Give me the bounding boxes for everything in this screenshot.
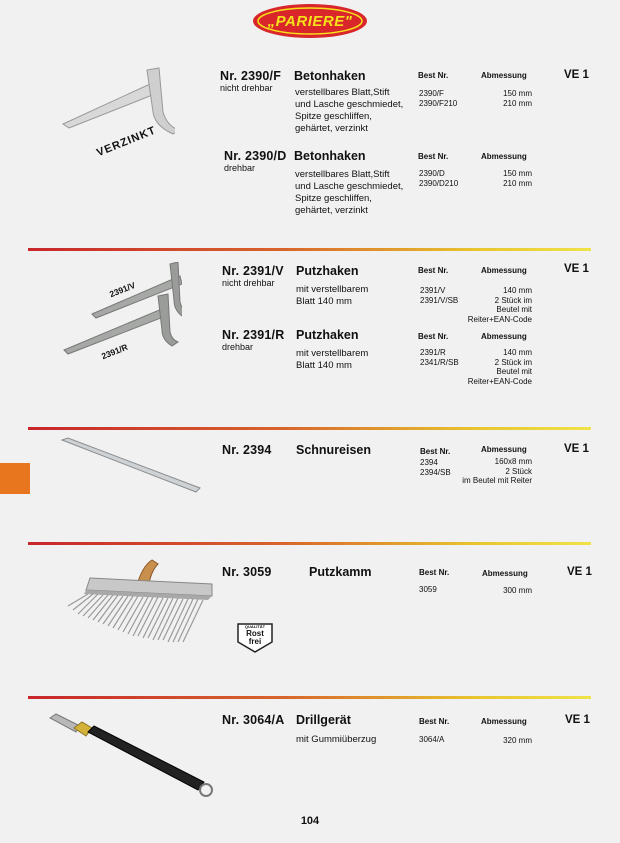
order-codes: 2390/D 2390/D210 bbox=[419, 169, 459, 188]
best-nr-header: Best Nr. bbox=[419, 717, 450, 726]
abmessung-header: Abmessung bbox=[481, 332, 527, 341]
product-sub: nicht drehbar bbox=[222, 278, 275, 288]
putzkamm-image bbox=[62, 556, 222, 646]
abmessung-header: Abmessung bbox=[482, 569, 528, 578]
label-2391v: 2391/V bbox=[108, 279, 137, 300]
abmessung-header: Abmessung bbox=[481, 445, 527, 454]
ve-label: VE 1 bbox=[567, 566, 592, 578]
betonhaken-image bbox=[55, 62, 175, 142]
best-nr-header: Best Nr. bbox=[420, 447, 451, 456]
section-divider bbox=[28, 427, 591, 430]
ve-label: VE 1 bbox=[564, 443, 589, 455]
product-name: Putzhaken bbox=[296, 328, 359, 342]
product-nr: Nr. 2394 bbox=[222, 443, 272, 457]
product-sub: drehbar bbox=[222, 342, 254, 352]
product-nr: Nr. 2390/D bbox=[224, 149, 287, 163]
verzinkt-label: VERZINKT bbox=[95, 124, 158, 160]
section-divider bbox=[28, 696, 591, 699]
best-nr-header: Best Nr. bbox=[419, 568, 450, 577]
order-codes: 2390/F 2390/F210 bbox=[419, 89, 458, 108]
brand-logo bbox=[252, 3, 368, 39]
dimensions: 150 mm 210 mm bbox=[503, 89, 532, 108]
dimensions: 140 mm 2 Stück im Beutel mit Reiter+EAN-Code bbox=[467, 348, 532, 386]
abmessung-header: Abmessung bbox=[481, 717, 527, 726]
section-divider bbox=[28, 542, 591, 545]
product-desc: verstellbares Blatt,Stift und Lasche geschmiedet, Spitze geschliffen, gehärtet, verzinkt bbox=[295, 87, 404, 134]
product-desc: mit verstellbarem Blatt 140 mm bbox=[296, 348, 369, 371]
abmessung-header: Abmessung bbox=[481, 71, 527, 80]
product-nr: Nr. 3064/A bbox=[222, 713, 285, 727]
product-sub: nicht drehbar bbox=[220, 83, 273, 93]
dimensions: 160x8 mm 2 Stück bbox=[494, 457, 532, 476]
abmessung-header: Abmessung bbox=[481, 152, 527, 161]
product-sub: drehbar bbox=[224, 163, 256, 173]
product-nr: Nr. 3059 bbox=[222, 565, 272, 579]
product-desc: mit verstellbarem Blatt 140 mm bbox=[296, 284, 369, 307]
order-codes: 2391/R 2341/R/SB bbox=[420, 348, 459, 367]
best-nr-header: Best Nr. bbox=[418, 152, 449, 161]
dimensions: 150 mm 210 mm bbox=[503, 169, 532, 188]
product-name: Betonhaken bbox=[294, 149, 366, 163]
order-codes: 2391/V 2391/V/SB bbox=[420, 286, 459, 305]
order-codes: 3064/A bbox=[419, 735, 445, 744]
product-nr: Nr. 2391/R bbox=[222, 328, 285, 342]
label-2391r: 2391/R bbox=[100, 341, 130, 362]
product-desc: verstellbares Blatt,Stift und Lasche geschmiedet, Spitze geschliffen, gehärtet, verzinkt bbox=[295, 169, 404, 216]
product-name: Drillgerät bbox=[296, 713, 351, 727]
best-nr-header: Best Nr. bbox=[418, 71, 449, 80]
dimensions: 140 mm 2 Stück im Beutel mit Reiter+EAN-Code bbox=[467, 286, 532, 324]
product-name: Putzhaken bbox=[296, 264, 359, 278]
order-codes: 2394 2394/SB bbox=[420, 458, 451, 477]
packaging-note: im Beutel mit Reiter bbox=[462, 476, 532, 485]
brand-name: „PARIERE" bbox=[267, 12, 353, 30]
product-name: Putzkamm bbox=[309, 565, 372, 579]
abmessung-header: Abmessung bbox=[481, 266, 527, 275]
ve-label: VE 1 bbox=[564, 69, 589, 81]
dimensions: 300 mm bbox=[503, 586, 532, 595]
dimensions: 320 mm bbox=[503, 736, 532, 745]
best-nr-header: Best Nr. bbox=[418, 266, 449, 275]
side-tab-marker bbox=[0, 463, 30, 494]
order-codes: 3059 bbox=[419, 585, 437, 594]
product-name: Betonhaken bbox=[294, 69, 366, 83]
ve-label: VE 1 bbox=[565, 714, 590, 726]
page-number: 104 bbox=[300, 815, 320, 827]
schnureisen-image bbox=[58, 436, 208, 496]
product-nr: Nr. 2390/F bbox=[220, 69, 282, 83]
best-nr-header: Best Nr. bbox=[418, 332, 449, 341]
section-divider bbox=[28, 248, 591, 251]
product-name: Schnureisen bbox=[296, 443, 372, 457]
ve-label: VE 1 bbox=[564, 263, 589, 275]
drillgeraet-image bbox=[46, 712, 221, 802]
product-nr: Nr. 2391/V bbox=[222, 264, 284, 278]
product-desc: mit Gummiüberzug bbox=[296, 734, 377, 745]
rostfrei-badge: QUALITÄT Rost frei bbox=[236, 622, 274, 654]
